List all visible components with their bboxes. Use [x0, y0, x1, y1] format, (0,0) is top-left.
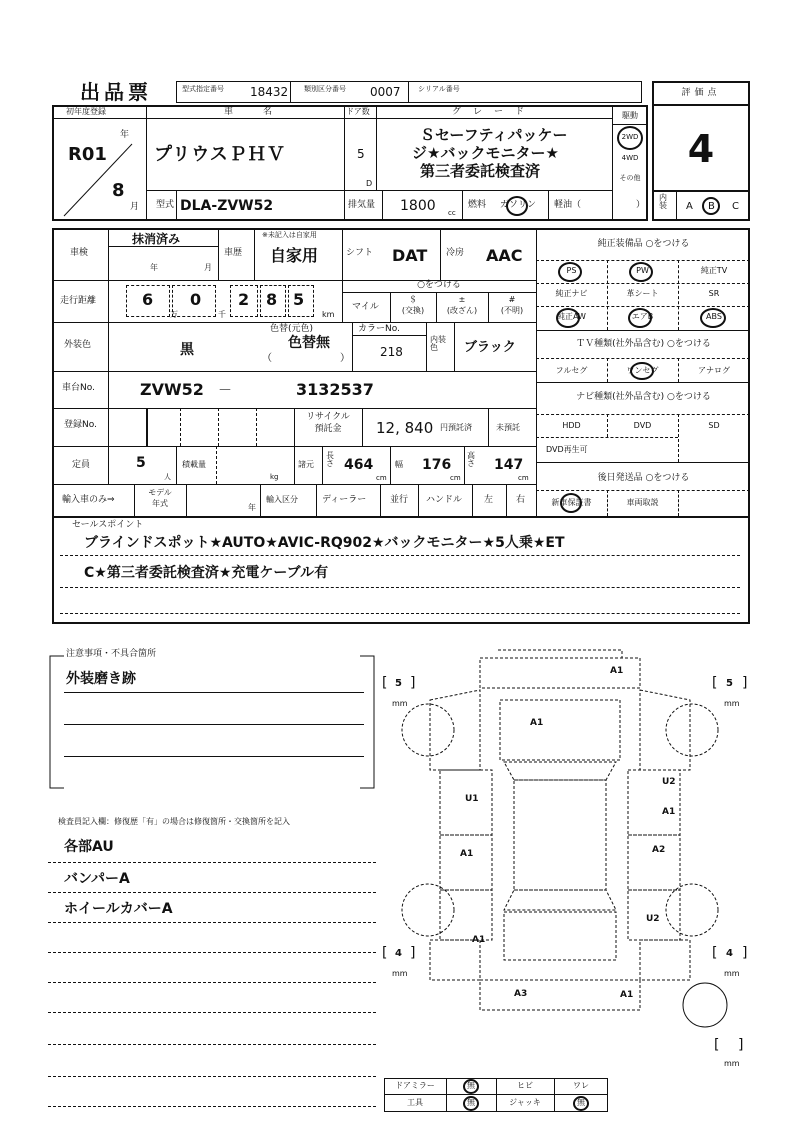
cc-value: 1800	[400, 198, 436, 214]
car-diagram	[380, 640, 760, 1060]
equip-navi: 純正ナビ	[555, 289, 588, 298]
cc-unit: cc	[448, 209, 456, 217]
inspector-line-1: 各部AU	[64, 839, 114, 855]
model-year-label-2: 年式	[152, 499, 168, 508]
reg-no-label: 登録No.	[64, 420, 97, 430]
equip-aw-circle	[556, 308, 580, 328]
recycle-label-2: 預託金	[314, 424, 342, 434]
interior-color-label: 内装色	[430, 335, 446, 352]
inspection-label: 車検	[70, 248, 89, 258]
doors-label: ドア数	[346, 107, 370, 116]
interior-a: A	[686, 201, 693, 212]
height-value: 147	[494, 457, 524, 473]
load-label: 積載量	[182, 460, 206, 469]
length-unit: cm	[376, 474, 387, 482]
tread-fl: 5	[395, 678, 402, 689]
interior-c: C	[732, 201, 739, 212]
break-label: ワレ	[573, 1081, 589, 1090]
dmg-right-fender-1: U2	[662, 777, 676, 787]
class-no-value: 0007	[370, 85, 401, 99]
inspector-line-3: ホイールカバーA	[64, 901, 173, 917]
tread-fr-unit: mm	[724, 699, 740, 708]
capacity-label: 定員	[72, 460, 91, 470]
handle-left: 左	[484, 495, 494, 505]
drive-other: その他	[619, 174, 641, 182]
nav-dvd-play: DVD再生可	[546, 445, 588, 454]
equip-sr: SR	[708, 289, 720, 298]
grade-line-1: Ｓセーフティパッケー	[420, 126, 568, 144]
model-no-value: 18432	[250, 85, 289, 99]
notes-line-1: 外装磨き跡	[66, 671, 136, 687]
dmg-rear-bumper-2: A1	[620, 990, 634, 1000]
model-year-unit: 年	[248, 503, 256, 512]
height-unit: cm	[518, 474, 529, 482]
drive-label: 駆動	[622, 111, 638, 120]
tread-fl-unit: mm	[392, 699, 408, 708]
tv-fullseg: フルセグ	[555, 366, 588, 375]
mileage-label: 走行距離	[60, 296, 97, 306]
equip-leather: 革シート	[626, 289, 659, 298]
dims-label: 諸元	[298, 460, 314, 469]
rating-label: 評価点	[681, 88, 721, 98]
color-value: 黒	[180, 342, 194, 358]
nav-dvd: DVD	[633, 421, 652, 430]
inspector-label: 検査員記入欄：修復歴「有」の場合は修復箇所・交換箇所を記入	[58, 817, 290, 826]
mileage-altered-2: (改ざん)	[446, 306, 478, 315]
dmg-front-bumper: A1	[610, 666, 624, 676]
tools-value-circle	[463, 1096, 479, 1111]
tread-fl-bracket-close: ]	[410, 675, 416, 691]
dmg-right-rear: U2	[646, 914, 660, 924]
shift-value: DAT	[392, 246, 428, 265]
tv-oneseg: ワンセグ	[626, 366, 659, 375]
length-label: 長さ	[326, 451, 334, 468]
later-warranty: 新車保証書	[551, 498, 592, 507]
history-label: 車歴	[224, 248, 243, 258]
form-title: 出品票	[80, 80, 152, 104]
sales-label: セールスポイント	[72, 520, 144, 530]
length-value: 464	[344, 457, 374, 473]
tread-fr-bracket-open: [	[712, 675, 718, 691]
capacity-value: 5	[136, 455, 146, 471]
tread-rl-unit: mm	[392, 969, 408, 978]
sales-line-2: C★第三者委託検査済★充電ケーブル有	[84, 565, 329, 581]
dmg-rear-bumper-1: A3	[514, 989, 528, 999]
tread-rl: 4	[395, 948, 402, 959]
model-no-label: 型式指定番号	[182, 85, 224, 93]
inspection-year-unit: 年	[150, 263, 158, 272]
import-type-label: 輸入区分	[266, 495, 298, 504]
tread-fl-bracket-open: [	[382, 675, 388, 691]
recycle-amount: 12, 840	[376, 419, 434, 437]
serial-label: シリアル番号	[418, 85, 460, 93]
grade-label: グレード	[452, 107, 537, 117]
tread-spare-bracket-open: [	[714, 1037, 720, 1053]
model-year-label-1: モデル	[148, 488, 172, 497]
mileage-altered-1: ±	[458, 295, 466, 304]
dmg-left-door: A1	[460, 849, 474, 859]
equip-ps-circle	[558, 262, 582, 282]
tread-spare-bracket-close: ]	[738, 1037, 744, 1053]
ac-label: 冷房	[446, 248, 465, 258]
first-reg-month-unit: 月	[130, 202, 140, 212]
import-label: 輸入車のみ⇒	[62, 495, 115, 505]
tread-fr-bracket-close: ]	[742, 675, 748, 691]
mileage-exchanged-1: ＄	[409, 295, 417, 304]
width-unit: cm	[450, 474, 461, 482]
tv-title: ＴＶ種類(社外品含む) ○をつける	[576, 339, 711, 349]
tread-spare-unit: mm	[724, 1059, 740, 1068]
equip-aw: 純正AW	[557, 312, 586, 321]
chassis-prefix: ZVW52	[140, 380, 204, 399]
equipment-title: 純正装備品 ○をつける	[597, 239, 690, 249]
inspection-month-unit: 月	[204, 263, 212, 272]
recycle-label-1: リサイクル	[306, 412, 350, 422]
recolor-value: 色替無	[288, 335, 330, 351]
history-value: 自家用	[270, 246, 319, 265]
recycle-unpaid: 未預託	[496, 423, 520, 432]
type-value: DLA-ZVW52	[180, 198, 274, 214]
tools-label: 工具	[407, 1098, 423, 1107]
header-number-row	[176, 81, 642, 103]
tv-oneseg-circle	[630, 362, 654, 380]
mileage-digit-5: 5	[293, 290, 305, 309]
mileage-unknown-2: (不明)	[500, 306, 524, 315]
ac-value: AAC	[486, 246, 523, 265]
first-reg-label: 初年度登録	[66, 107, 106, 116]
drive-2wd: 2WD	[621, 133, 639, 141]
tools-value: 無	[467, 1098, 475, 1107]
nav-sd: SD	[708, 421, 720, 430]
mileage-circle-note: ○をつける	[417, 280, 461, 290]
mileage-mile: マイル	[352, 302, 379, 312]
import-dealer: ディーラー	[322, 495, 367, 505]
tread-rl-bracket-open: [	[382, 945, 388, 961]
tread-rl-bracket-close: ]	[410, 945, 416, 961]
car-name-label: 車名	[224, 107, 303, 117]
mirror-value-circle	[463, 1079, 479, 1094]
first-reg-era-year: R01	[68, 144, 107, 165]
color-no-label: カラーNo.	[358, 324, 400, 334]
jack-value-circle	[573, 1096, 589, 1111]
doors-suffix: D	[366, 179, 373, 188]
jack-value: 無	[577, 1098, 585, 1107]
tread-fr: 5	[726, 678, 733, 689]
rating-value: 4	[687, 127, 715, 171]
history-note: ※未記入は自家用	[262, 231, 317, 239]
height-label: 高さ	[467, 451, 475, 468]
later-manual: 車両取説	[626, 498, 659, 507]
mileage-digit-3: 2	[238, 290, 250, 309]
fuel-paren-close: ）	[636, 200, 646, 210]
width-value: 176	[422, 457, 452, 473]
equip-tv: 純正TV	[700, 266, 728, 275]
class-no-label: 類別区分番号	[304, 85, 346, 93]
equip-abs: ABS	[706, 312, 722, 321]
dmg-left-rear: A1	[472, 935, 486, 945]
equip-pw: PW	[636, 266, 649, 275]
equip-airbag-circle	[628, 308, 652, 328]
mirror-label: ドアミラー	[395, 1081, 435, 1090]
dmg-left-fender: U1	[465, 794, 479, 804]
grade-line-3: 第三者委託検査済	[420, 162, 541, 180]
fuel-gasoline-circle	[506, 196, 528, 216]
shift-label: シフト	[346, 248, 374, 258]
interior-b: B	[708, 201, 715, 212]
mileage-digit-2: 0	[190, 290, 202, 309]
chassis-label: 車台No.	[62, 383, 95, 393]
nav-title: ナビ種類(社外品含む) ○をつける	[576, 392, 711, 402]
capacity-unit: 人	[164, 473, 171, 481]
mileage-digit-4: 8	[266, 290, 278, 309]
tv-analog: アナログ	[698, 366, 730, 375]
interior-label: 内装	[659, 193, 667, 210]
mileage-sen-unit: 千	[218, 310, 226, 319]
sales-line-1: ブラインドスポット★AUTO★AVIC-RQ902★バックモニター★5人乗★ET	[84, 535, 565, 551]
mileage-unknown-1: #	[508, 295, 516, 304]
equip-pw-circle	[629, 262, 653, 282]
later-warranty-circle	[560, 493, 582, 513]
equip-abs-circle	[700, 308, 726, 328]
handle-label: ハンドル	[426, 495, 463, 505]
mileage-man-unit: 万	[170, 310, 178, 319]
later-title: 後日発送品 ○をつける	[597, 473, 690, 483]
dmg-hood: A1	[530, 718, 544, 728]
grade-line-2: ジ★バックモニター★	[412, 144, 559, 162]
doors-value: 5	[357, 147, 365, 161]
interior-b-circle	[702, 197, 720, 215]
first-reg-slash	[60, 140, 140, 220]
fuel-gasoline: ガソリン	[500, 200, 537, 210]
cc-label: 排気量	[348, 200, 376, 210]
recycle-unit: 円預託済	[440, 423, 472, 432]
tread-rr-unit: mm	[724, 969, 740, 978]
handle-right: 右	[516, 495, 526, 505]
equip-airbag: エアB	[631, 312, 654, 321]
inspector-line-2: バンパーA	[64, 871, 130, 887]
first-reg-year-unit: 年	[120, 130, 130, 140]
color-label: 外装色	[64, 340, 92, 350]
fuel-label: 燃料	[468, 200, 487, 210]
color-no-value: 218	[380, 345, 403, 359]
mileage-digit-1: 6	[142, 290, 154, 309]
notes-label: 注意事項・不具合箇所	[66, 649, 157, 659]
mileage-exchanged-2: (交換)	[401, 306, 425, 315]
dmg-right-fender-2: A1	[662, 807, 676, 817]
tread-rr-bracket-close: ]	[742, 945, 748, 961]
load-unit: kg	[270, 473, 279, 481]
drive-2wd-circle	[617, 126, 643, 150]
inspection-value: 抹消済み	[132, 232, 181, 246]
mirror-value: 無	[467, 1081, 475, 1090]
tread-rr: 4	[726, 948, 733, 959]
car-name-value: プリウスＰＨＶ	[154, 144, 286, 165]
equip-ps: PS	[566, 266, 577, 275]
import-parallel: 並行	[390, 495, 409, 505]
drive-4wd: 4WD	[621, 154, 639, 162]
chassis-dash: －	[218, 383, 232, 399]
jack-label: ジャッキ	[509, 1098, 541, 1107]
first-reg-month: 8	[112, 180, 125, 201]
fuel-diesel: 軽油（	[554, 200, 582, 210]
recolor-paren-open: （	[262, 353, 272, 364]
tread-rr-bracket-open: [	[712, 945, 718, 961]
width-label: 幅	[395, 460, 403, 469]
chassis-number: 3132537	[296, 380, 374, 399]
mileage-km-unit: km	[322, 310, 335, 319]
crack-label: ヒビ	[517, 1081, 533, 1090]
recolor-paren-close: ）	[340, 353, 350, 364]
type-label: 型式	[156, 200, 175, 210]
dmg-right-door: A2	[652, 845, 666, 855]
nav-hdd: HDD	[562, 421, 581, 430]
recolor-label: 色替(元色)	[270, 324, 314, 334]
interior-color-value: ブラック	[464, 340, 516, 355]
